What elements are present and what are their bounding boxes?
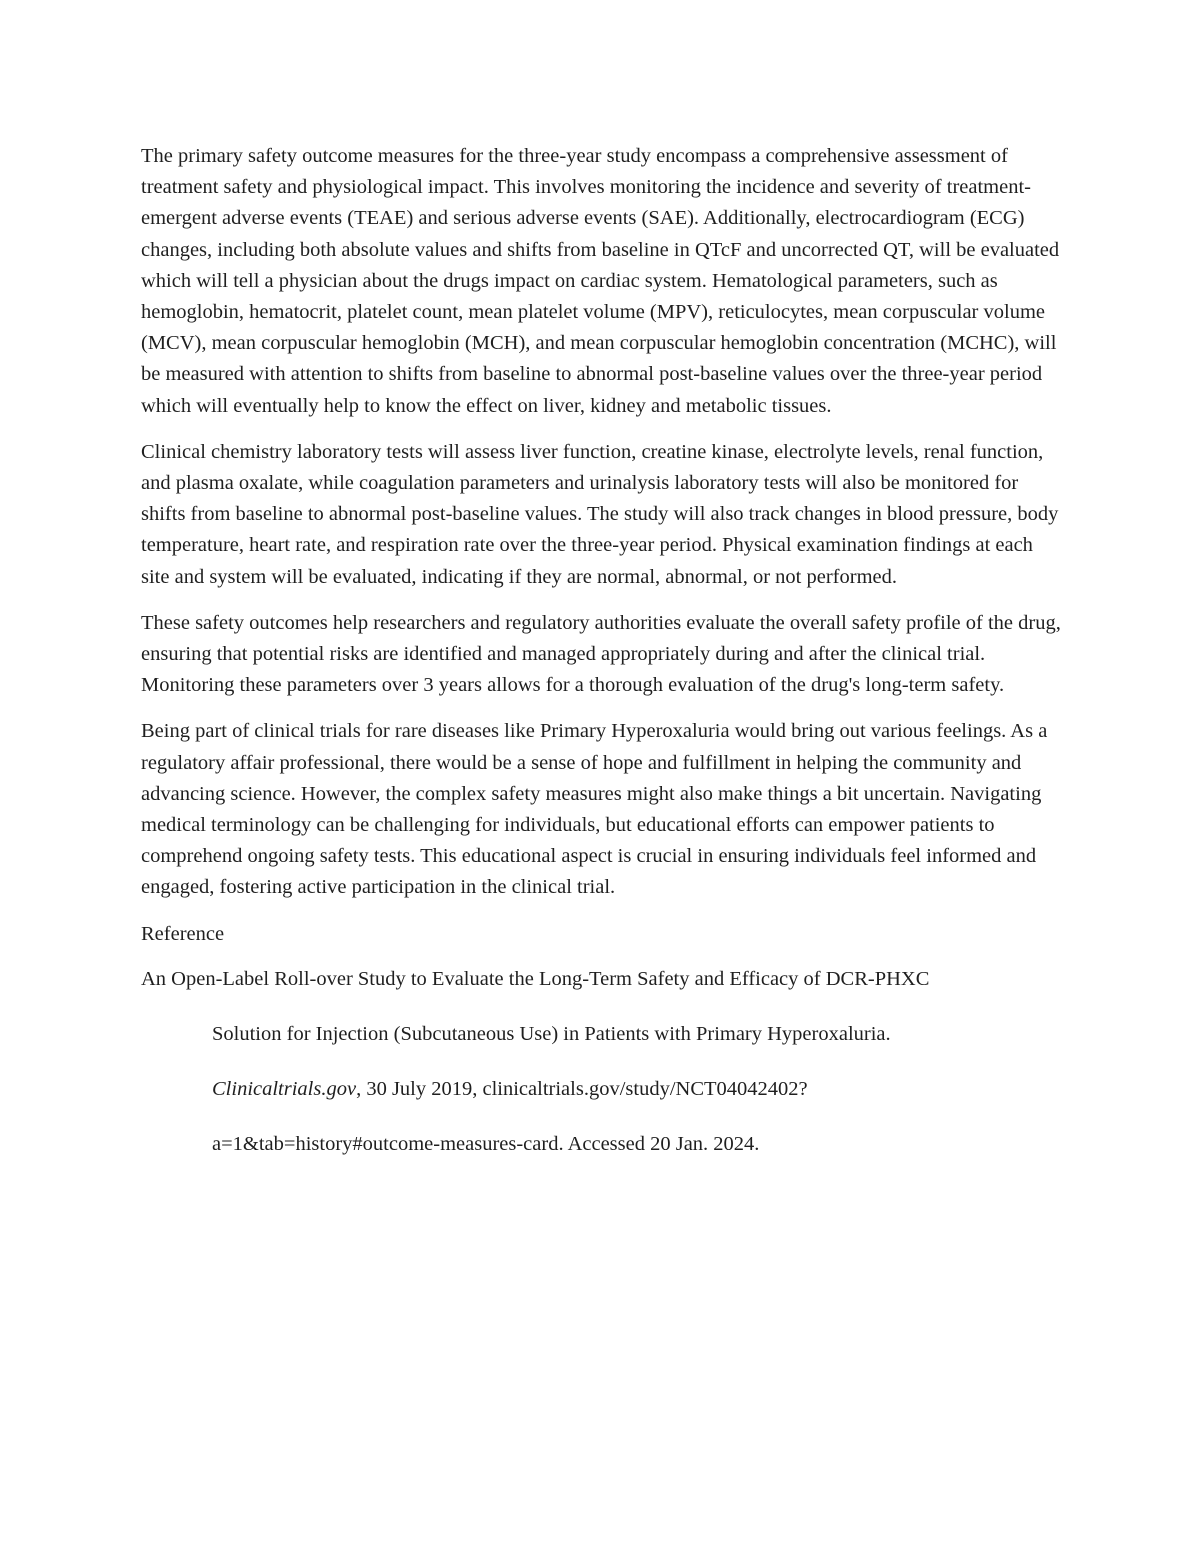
reference-source-line bbox=[141, 1074, 1061, 1105]
reference-title-line-1: An Open-Label Roll-over Study to Evaluate the Long-Term Safety and Efficacy of DCR-PHXC bbox=[141, 967, 930, 990]
reference-url-tail: a=1&tab=history#outcome-measures-card. Accessed 20 Jan. 2024. bbox=[212, 1133, 760, 1156]
reference-heading: Reference bbox=[141, 922, 225, 945]
paragraph-safety-profile: These safety outcomes help researchers and regulatory authorities evaluate the overall safety profile of the drug, ensuring that potential risks are identified and managed appropriately during and after the clinical trial. Monitoring these parameters over 3 years allows for a thorough evaluation of the drug's long-term safety. bbox=[141, 611, 1061, 697]
paragraph-clinical-chemistry: Clinical chemistry laboratory tests will assess liver function, creatine kinase, electrolyte levels, renal function, and plasma oxalate, while coagulation parameters and urinalysis laboratory tests will also be monitored for shifts from baseline to abnormal post-baseline values. The study will also track changes in blood pressure, body temperature, heart rate, and respiration rate over the three-year period. Physical examination findings at each site and system will be evaluated, indicating if they are normal, abnormal, or not performed. bbox=[141, 440, 1059, 588]
document-body bbox=[141, 141, 1061, 1185]
reference-title-line-2: Solution for Injection (Subcutaneous Use) in Patients with Primary Hyperoxaluria. bbox=[212, 1023, 891, 1046]
paragraph-personal-reflection: Being part of clinical trials for rare diseases like Primary Hyperoxaluria would bring out various feelings. As a regulatory affair professional, there would be a sense of hope and fulfillment in helping the community and advancing science. However, the complex safety measures might also make things a bit uncertain. Navigating medical terminology can be challenging for individuals, but educational efforts can empower patients to comprehend ongoing safety tests. This educational aspect is crucial in ensuring individuals feel informed and engaged, fostering active participation in the clinical trial. bbox=[141, 720, 1048, 899]
reference-journal: Clinicaltrials.gov bbox=[212, 1078, 357, 1101]
reference-date-url: , 30 July 2019, clinicaltrials.gov/study/NCT04042402? bbox=[356, 1078, 808, 1101]
paragraph-safety-outcomes: The primary safety outcome measures for the three-year study encompass a comprehensive assessment of treatment safety and physiological impact. This involves monitoring the incidence and severity of treatment-emergent adverse events (TEAE) and serious adverse events (SAE). Additionally, electrocardiogram (ECG) changes, including both absolute values and shifts from baseline in QTcF and uncorrected QT, will be evaluated which will tell a physician about the drugs impact on cardiac system. Hematological parameters, such as hemoglobin, hematocrit, platelet count, mean platelet volume (MPV), reticulocytes, mean corpuscular volume (MCV), mean corpuscular hemoglobin (MCH), and mean corpuscular hemoglobin concentration (MCHC), will be measured with attention to shifts from baseline to abnormal post-baseline values over the three-year period which will eventually help to know the effect on liver, kidney and metabolic tissues. bbox=[141, 145, 1060, 417]
